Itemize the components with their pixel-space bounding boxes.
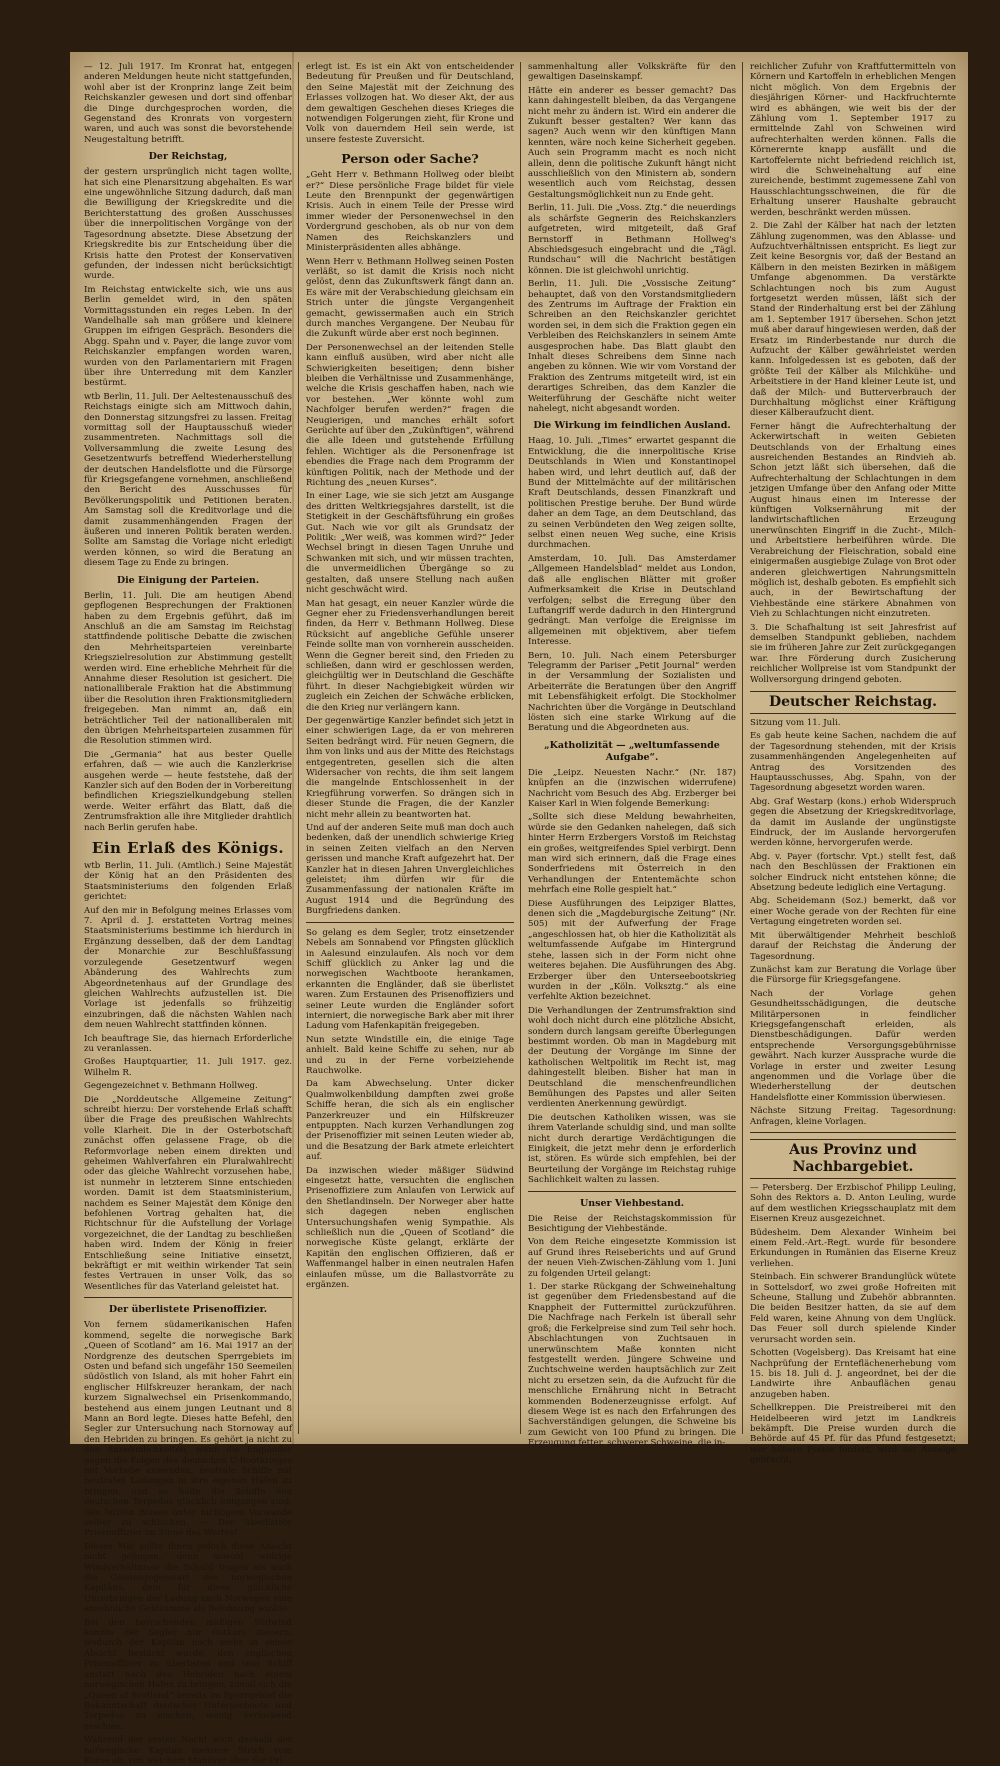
article-paragraph: Sitzung vom 11. Juli. [750,717,841,728]
column-divider [742,62,743,1434]
article-paragraph: Nun setzte Windstille ein, die einige Tage anhielt. Bald keine Schiffe zu sehen, nur ab und zu in der Ferne vorbeiziehende Rauchwolke. [306,1034,514,1076]
article-headline: Der Reichstag, [148,151,228,163]
column-divider [520,62,521,1434]
article-paragraph: Steinbach. Ein schwerer Brandunglück wütete in Sottelsdorf, wo zwei große Hofreiten mit Scheune, Stallung und Zubehör abbrannten. Die beiden Besitzer hatten, da sie auf dem Feld waren, keine Ahnung von dem Unglück. Das Feuer soll durch spielende Kinder verursacht worden sein. [750,1272,956,1345]
article-headline: Die Einigung der Parteien. [116,574,260,586]
article-paragraph: „Sollte sich diese Meldung bewahrheiten, würde sie den Gedanken nahelegen, daß sich hinter Herrn Erzbergers Vorstoß im Reichstag ein großes, weitgreifendes Spiel verbirgt. Denn man wird sich erinnern, daß die Frage eines Sonderfriedens mit Österreich in den Verhandlungen der Ententemächte schon mehrfach eine Rolle gespielt hat.“ [528,812,736,896]
section-rule [84,1297,292,1298]
article-paragraph: Und auf der anderen Seite muß man doch auch bedenken, daß der unendlich schwierige Krieg in seinen Zeiten vielfach an den Nerven gerissen und manche Kraft aufgezehrt hat. Der Kanzler hat in diesen Jahren Unvergleichliches geleistet; ihm dürfen wir für die Zusammenfassung der nationalen Kräfte im August 1914 und die Begründung des Burgfriedens danken. [306,823,514,917]
article-paragraph: Ich beauftrage Sie, das hiernach Erforderliche zu veranlassen. [84,1033,292,1054]
article-paragraph: Die „Norddeutsche Allgemeine Zeitung“ schreibt hierzu: Der vorstehende Erlaß schafft über die Frage des preußischen Wahlrechts volle Klarheit. Die in der Osterbotschaft zunächst offen gelassene Frage, ob die Reformvorlage neben einem direkten und geheimen Wahlverfahren ein Pluralwahlrecht oder das gleiche Wahlrecht vorzusehen habe, ist nunmehr in letzterem Sinne entschieden worden. Damit ist dem Staatsministerium, nachdem es Seiner Majestät dem Könige den befohlenen Vortrag gehalten hat, die Richtschnur für die Aufstellung der Vorlage vorgezeichnet, die der Landtag zu beschließen haben wird. Indem der König in freier Entschließung seine Initiative einsetzt, bekräftigt er mit weithin wirkender Tat sein festes Vertrauen in unser Volk, das so Wesentliches für das Vaterland geleistet hat. [84,1094,292,1292]
article-headline: Aus Provinz und Nachbargebiet. [750,1139,956,1179]
article-headline: Ein Erlaß des Königs. [91,839,285,858]
newspaper-page [70,52,968,1766]
article-paragraph: sammenhaltung aller Volkskräfte für den gewaltigen Daseinskampf. [528,62,736,83]
article-paragraph: — Petersberg. Der Erzbischof Philipp Leuling, Sohn des Rektors a. D. Anton Leuling, wurde auf dem westlichen Kriegsschauplatz mit dem Eisernen Kreuz ausgezeichnet. [750,1183,956,1225]
article-paragraph: Abg. Scheidemann (Soz.) bemerkt, daß vor einer Woche gerade von der Rechten für eine Vertagung eingetreten worden sei. [750,896,956,928]
article-paragraph: Schellkreppen. Die Preistreiberei mit den Heidelbeeren wird jetzt im Landkreis bekämpft. Die Preise wurden durch die Behörde auf 45 Pf. für das Pfund festgesetzt; wer höhere Preise fordert, wird zur Anzeige gebracht. [750,1403,956,1466]
article-paragraph: In einer Lage, wie sie sich jetzt am Ausgange des dritten Weltkriegsjahres darstellt, ist die Stetigkeit in der Geschäftsführung ein großes Gut. Nach wie vor gilt als Grundsatz der Politik: „Wer weiß, was kommen wird?“ Jeder Wechsel bringt in diesen Tagen Unruhe und Schwanken mit sich, und wir müssen trachten, die unvermeidlichen Übergänge so zu gestalten, daß unsere Stellung nach außen nicht geschwächt wird. [306,491,514,596]
article-headline: Unser Viehbestand. [579,1197,685,1209]
article-paragraph: Hätte ein anderer es besser gemacht? Das kann dahingestellt bleiben, da das Vergangene nicht mehr zu ändern ist. Wird ein anderer die Zukunft besser gestalten? Wer kann das sagen? Auch wenn wir den künftigen Mann kennten, wäre noch keine Sicherheit gegeben. Auch sein Programm macht es noch nicht allein, denn die politische Zukunft hängt nicht ausschließlich von den Ministern ab, sondern wesentlich auch vom Reichstag, dessen Gestaltungsmöglichkeit nun zu Ende geht. [528,85,736,200]
column-divider [298,62,299,1434]
article-paragraph: Haag, 10. Juli. „Times“ erwartet gespannt die Entwicklung, die die innerpolitische Krise Deutschlands in Wien und Konstantinopel haben wird, und lehrt deutlich auf, daß der Bund der Mittelmächte auf der militärischen Kraft Deutschlands, dessen Finanzkraft und politischen Prestige beruhe. Der Bund würde daher an dem Tage, an dem Deutschland, das zu seinen Verbündeten den Weg zeigen sollte, selbst einen neuen Weg suche, eine Krisis durchmachen. [528,436,736,551]
article-paragraph: Der gegenwärtige Kanzler befindet sich jetzt in einer schwierigen Lage, da er von mehreren Seiten bedrängt wird. Für neuen Gegnern, die ihm von links und aus der Mitte des Reichstags entgegentreten, gesellen sich die alten Widersacher von rechts, die ihm seit langem die mangelnde Entschlossenheit in der Kriegführung vorwerfen. So drängen sich in dieser Stunde die Fragen, die der Kanzler nicht mehr allein zu beantworten hat. [306,715,514,820]
article-paragraph: Gegengezeichnet v. Bethmann Hollweg. [84,1081,258,1092]
section-rule [306,922,514,923]
article-paragraph: Der Personenwechsel an der leitenden Stelle kann einfluß ausüben, wird aber nicht alle Schwierigkeiten beseitigen; denn bisher bleiben die Verhältnisse und Zusammenhänge, welche die Krisis geschaffen haben, nach wie vor bestehen. „Wer könnte wohl zum Nachfolger berufen werden?“ fragen die Neugierigen, und manches erhält sofort Gerüchte auf über den „Zukünftigen“, während die alle Ideen und gutstehende Erfüllung fehlen. Wichtiger als die Personenfrage ist ebendies die Frage nach dem Programm der künftigen Politik, nach der Methode und der Richtung des „neuen Kurses“. [306,342,514,489]
article-paragraph: Amsterdam, 10. Juli. Das Amsterdamer „Allgemeen Handelsblad“ meldet aus London, daß alle englischen Blätter mit großer Aufmerksamkeit die Krise in Deutschland verfolgen; selbst die Erregung über den Luftangriff werde dadurch in den Hintergrund gedrängt. Man verfolge die Ereignisse im allgemeinen mit objektivem, aber tiefem Interesse. [528,553,736,648]
article-paragraph: Abg. v. Payer (fortschr. Vpt.) stellt fest, daß nach den Beschlüssen der Fraktionen ein solcher Eindruck nicht entstehen könne; die Absetzung bedeute lediglich eine Vertagung. [750,851,956,894]
article-headline: Der überlistete Prisenoffizier. [108,1304,268,1316]
article-paragraph: Die „Leipz. Neuesten Nachr.“ (Nr. 187) knüpfen an die (inzwischen widerrufene) Nachricht vom Besuch des Abg. Erzberger bei Kaiser Karl in Wien folgende Bemerkung: [528,767,736,809]
article-paragraph: Von fernem südamerikanischen Hafen kommend, segelte die norwegische Bark „Queen of Scotland“ am 16. Mai 1917 an der Nordgrenze des deutschen Sperrgebiets im Osten und befand sich ungefähr 150 Seemeilen südöstlich von Island, als mit hoher Fahrt ein englischer Hilfskreuzer herankam, der nach kurzem Signalwechsel ein Prisenkommando, bestehend aus einem jungen Leutnant und 8 Mann an Bord legte. Dieses hatte Befehl, den Segler zur Untersuchung nach Stornoway auf den Hebriden zu bringen. Es gehört ja nicht zu den Annehmlichkeiten, wenn die Engländer gegen die Folgen des deutschen U-Bootkrieges mit Vorliebe anwenden, neutrale Schiffe mit neutralen Ladungen in ihre eigenen Häfen zu bringen, und so halte die Schiffe den deutschen Torpedos glücklich entgangen sind, den letzten Bissen unter nichtigem Vorwande selber zu schlucken. — Der überlistete Prisenoffizier im Sinne des Wortes! [84,1320,292,1539]
article-headline: „Katholizität — „weltumfassende Aufgabe“. [544,739,720,763]
article-paragraph: 2. Die Zahl der Kälber hat nach der letzten Zählung zugenommen, was den Ablasse- und Aufzuchtverhältnissen entspricht. Es liegt zur Zeit keine Besorgnis vor, daß der Bestand an Kälbern in den meisten Bezirken in mäßigem Umfange abgenommen. Da verstärkte Schlachtungen noch bis zum August fortgesetzt werden müssen, läßt sich der Stand der Rinderhaltung erst bei der Zählung am 1. September 1917 übersehen. Schon jetzt muß aber darauf hingewiesen werden, daß der Ersatz im Rinderbestande nur durch die Aufzucht der Kälber gewährleistet werden kann. Infolgedessen ist es geboten, daß der größte Teil der Kälber als Milchkühe- und Arbeitstiere in der Hand kleiner Leute ist, und daß der Milch- und Butterverbrauch der Durchhaltung möglichst einer Kräftigung dieser Kälberaufzucht dient. [750,221,956,419]
article-paragraph: Großes Hauptquartier, 11. Juli 1917. gez. Wilhelm R. [84,1057,292,1078]
column-1 [84,62,292,1766]
article-paragraph: Die deutschen Katholiken wissen, was sie ihrem Vaterlande schuldig sind, und man sollte nicht durch derartige Verdächtigungen die Einigkeit, die jetzt mehr denn je erforderlich ist, stören. Es würde sich empfehlen, bei der Beurteilung der Vorgänge im Reichstag ruhige Sachlichkeit walten zu lassen. [528,1112,736,1186]
article-paragraph: Von dem Reiche eingesetzte Kommission ist auf Grund ihres Reiseberichts und auf Grund der neuen Vieh-Zwischen-Zählung vom 1. Juni zu folgenden Urteil gelangt: [528,1237,736,1279]
article-paragraph: Die Verhandlungen der Zentrumsfraktion sind wohl doch nicht durch eine plötzliche Absicht, sondern durch langsam gereifte Überlegungen bestimmt worden. Ob man in Magdeburg mit der Deutung der Vorgänge im Sinne der katholischen Weltpolitik im Recht ist, mag dahingestellt bleiben. Bisher hat man in Deutschland die menschenfreundlichen Bemühungen des Papstes und aller Seiten verdienten Anerkennung gewürdigt. [528,1005,736,1110]
column-fold [292,52,294,1444]
article-paragraph: wtb Berlin, 11. Juli. (Amtlich.) Seine Majestät der König hat an den Präsidenten des Staatsministeriums den folgenden Erlaß gerichtet: [84,861,292,903]
article-paragraph: 1. Der starke Rückgang der Schweinehaltung ist gegenüber dem Friedensbestand auf die Knappheit der Futtermittel zurückzuführen. Die Nachfrage nach Ferkeln ist überall sehr groß; die Ferkelpreise sind zum Teil sehr hoch. Abschlachtungen von Zuchtsauen in unerwünschtem Maße konnten nicht festgestellt werden. Jüngere Schweine und Zuchtschweine werden hauptsächlich zur Zeit nicht zu ersetzen sein, da die Aufzucht für die menschliche Ernährung nicht in Betracht kommenden Bodenerzeugnisse erfolgt. Auf diesem Wege ist es nach den Erfahrungen des Sachverständigen gelungen, die Schweine bis zum Gewicht von 100 Pfund zu bringen. Die Erzeugung fetter, schwerer Schweine, die in- [528,1282,736,1449]
article-paragraph: Im Reichstag entwickelte sich, wie uns aus Berlin gemeldet wird, in den späten Vormittagsstunden ein reges Leben. In der Wandelhalle sah man größere und kleinere Gruppen im eifrigen Gespräch. Besonders die Abgg. Spahn und v. Payer, die lange zuvor vom Reichskanzler empfangen worden waren, wurden von den Parlamentariern mit Fragen über ihre Unterredung mit dem Kanzler bestürmt. [84,284,292,389]
article-paragraph: Zunächst kam zur Beratung die Vorlage über die Fürsorge für Kriegsgefangene. [750,964,956,986]
article-paragraph: Bei den herrschenden mäßigen Südwind konnte der Segler nur Ostkurs steuern, wodurch der Kapitän noch mehr in seiner Absicht bestärkt wurde, den englischen Prisenoffizier zu überlisten und sein Schiff anstatt nach den Hebriden nach einem norwegischen Hafen zu bringen, zumal sich die „Queen of Scotland“ bereits im Sperrgebiet die Bekanntschaft deutscher Unterseeboote und Torpedos zu machen, wenig verlockend erschien. [84,1617,292,1732]
column-3 [528,62,736,1449]
article-paragraph: Berlin, 11. Juli. Die „Voss. Ztg.“ die neuerdings als schärfste Gegnerin des Reichskanzlers aufgetreten, wird mitgeteilt, daß Graf Bernstorff in Bethmann Hollweg's Abschiedsgesuch eingebracht und die „Tägl. Rundschau“ will die Nachricht bestätigen können. Die ist gleichwohl unrichtig. [528,203,736,276]
article-paragraph: 3. Die Schafhaltung ist seit Jahresfrist auf demselben Standpunkt geblieben, nachdem sie im früheren Jahre zur Zeit zurückgegangen war. Ihre Förderung durch Zusicherung reichlicher Wollpreise ist vom Standpunkt der Wollversorgung dringend geboten. [750,622,956,685]
article-paragraph: wtb Berlin, 11. Juli. Der Aeltestenausschuß des Reichstags einigte sich am Mittwoch dahin, den Donnerstag sitzungsfrei zu lassen. Freitag vormittag soll der Hauptausschuß wieder zusammentreten. Nachmittags soll die Vollversammlung die zweite Lesung des Gesetzentwurfs betreffend Wiederherstellung der deutschen Handelsflotte und die Fürsorge für Kriegsgefangene vornehmen, anschließend den Bericht des Ausschusses für Bevölkerungspolitik und Petitionen beraten. Am Samstag soll die Kreditvorlage und die damit zusammenhängenden Fragen der äußeren und inneren Politik beraten werden. Sollte am Samstag die Vorlage nicht erledigt werden können, so wird die Beratung an diesem Tage zu Ende zu bringen. [84,391,292,569]
article-paragraph: Die „Germania“ hat aus bester Quelle erfahren, daß — wie auch die Kanzlerkrise ausgehen werde — heute feststehe, daß der Kanzler sich auf den Boden der in Vorbereitung befindlichen Kriegszielkundgebung stellen werde. Weiter erfährt das Blatt, daß die Zentrumsfraktion alle ihre Mitglieder drahtlich nach Berlin gerufen habe. [84,749,292,833]
article-paragraph: Wenn Herr v. Bethmann Hollweg seinen Posten verläßt, so ist damit die Krisis noch nicht gelöst, denn das Zukunftswerk fängt dann an. Es wäre mit der Verabschiedung gleichsam ein Strich unter die jüngste Vergangenheit gemacht, gewissermaßen auch ein Strich durch manches Vergangene. Der Neubau für die Zukunft würde aber erst noch beginnen. [306,256,514,340]
article-paragraph: der gestern ursprünglich nicht tagen wollte, hat sich eine Plenarsitzung abgehalten. Es war eine ungewöhnliche Sitzung dadurch, daß man die Bewilligung der Kriegskredite und die Berichterstattung des großen Ausschusses über die innerpolitischen Vorgänge von der Tagesordnung absetzte. Diese Absetzung der Kriegskredite bis zur Entscheidung über die Krisis hatte den Protest der Konservativen gefunden, der indessen nicht berücksichtigt wurde. [84,167,292,282]
article-paragraph: Schotten (Vogelsberg). Das Kreisamt hat eine Nachprüfung der Ernteflächenerhebung vom 15. bis 18. Juli d. J. angeordnet, bei der die Landwirte ihre Anbauflächen genau anzugeben haben. [750,1348,956,1400]
article-headline: Person oder Sache? [341,151,479,167]
article-paragraph: reichlicher Zufuhr von Kraftfuttermitteln von Körnern und Kartoffeln in erheblichen Mengen nicht möglich. Von dem Ergebnis der diesjährigen Körner- und Hackfruchternte wird es abhängen, wie weit bis der der Zählung vom 1. September 1917 zu ermittelnde Zahl von Schweinen wird aufrechterhalten werden können. Falls die Körnerernte knapp ausfällt und die Kartoffelernte nicht befriedend reichlich ist, wird die Schweinehaltung auf eine zureichende, bestimmt zugemessene Zahl von Hausschlachtungsschweinen, die für die Erhaltung unserer Haushalte gebraucht werden, beschränkt werden müssen. [750,62,956,218]
article-paragraph: Büdesheim. Dem Alexander Winheim bei einem Feld.-Art.-Regt. wurde für besondere Erkundungen in Rumänien das Eiserne Kreuz verliehen. [750,1227,956,1269]
article-paragraph: So gelang es dem Segler, trotz einsetzender Nebels am Sonnabend vor Pfingsten glücklich in Aalesund einzulaufen. Als noch vor dem Schiff glücklich zu Anker lag und die norwegischen Wachtboote herankamen, erkannten die Engländer, daß sie überlistet waren. Zum Erstaunen des Prisenoffiziers und seiner Leute wurden die Engländer sofort interniert, die norwegische Bark aber mit ihrer Ladung vom Hafenkapitän freigegeben. [306,927,514,1032]
article-paragraph: Diese Ausführungen des Leipziger Blattes, denen sich die „Magdeburgische Zeitung“ (Nr. 505) mit der Aufwerfung der Frage „angeschlossen hat, ob hier die Katholizität als weltumfassende Aufgabe im Hintergrund stehe, lassen sich in der Form nicht ohne weiteres bejahen. Die Ausführungen des Abg. Erzberger über den Unterseebootskrieg wurden in der „Köln. Volksztg.“ als eine verfehlte Aktion bezeichnet. [528,898,736,1003]
article-paragraph: Mit überwältigender Mehrheit beschloß darauf der Reichstag die Änderung der Tagesordnung. [750,930,956,962]
article-paragraph: Da kam Abwechselung. Unter dicker Qualmwolkenbildung dampften zwei große Schiffe heran, die sich als ein englischer Panzerkreuzer und ein Hilfskreuzer entpuppten. Nach kurzen Verhandlungen zog der Prisenoffizier mit seinen Leuten wieder ab, und die Besatzung der Bark atmete erleichtert auf. [306,1079,514,1163]
column-4 [750,62,956,1466]
article-paragraph: Nächste Sitzung Freitag. Tagesordnung: Anfragen, kleine Vorlagen. [750,1106,956,1127]
article-paragraph: erlegt ist. Es ist ein Akt von entscheidender Bedeutung für Preußen und für Deutschland, den Seine Majestät mit der Zeichnung des Erlasses vollzogen hat. Wo dieser Akt, der aus dem gewaltigen Geschehen dieses Krieges die notwendigen Folgerungen zieht, für Krone und Volk von dauerndem Heil sein werde, ist unsere festeste Zuversicht. [306,62,514,145]
article-paragraph: Nach der Vorlage gehen Gesundheitsschädigungen, die deutsche Militärpersonen in feindlicher Kriegsgefangenschaft erleiden, als Dienstbeschädigungen. Dafür werden entsprechende Versorgungsgebührnisse gewährt. Nach kurzer Aussprache wurde die Vorlage in erster und zweiter Lesung angenommen und die Vorlage über die Wiederherstellung der deutschen Handelsflotte einer Kommission überwiesen. [750,988,956,1103]
article-paragraph: Bern, 10. Juli. Nach einem Petersburger Telegramm der Pariser „Petit Journal“ werden in der Versammlung der Sozialisten und Arbeiterräte die Beratungen über den Angriff mit Lebensfähigkeit erfolgt. Die Stockholmer Nachrichten über die Vorgänge in Deutschland lösten sich eine starke Wirkung auf die Beratung und die Abgeordneten aus. [528,650,736,734]
article-paragraph: Während der ersten Nacht wich deshalb der norwegische Kapitän mehrere Strich vom Kurse ab, von welchem Manöver aber der Pri- [84,1735,292,1766]
article-paragraph: Ferner hängt die Aufrechterhaltung der Ackerwirtschaft in weiten Gebieten Deutschlands von der Erhaltung eines ausreichenden Bestandes an Rindvieh ab. Schon jetzt läßt sich übersehen, daß die Aufrechterhaltung der Schlachtungen in dem jetzigen Umfange über den Anfang oder Mitte August hinaus einen im Interesse der künftigen Volksernährung mit der landwirtschaftlichen Erzeugung unerwünschten Eingriff in die Zucht-, Milch- und Arbeitstiere herbeiführen würde. Die Verabreichung der Fleischration, sobald eine einigermaßen ausgiebige Zulage von Brot oder anderen gleichwertigen Nahrungsmitteln möglich ist, deshalb geboten. Es empfiehlt sich auch, in der Bewirtschaftung der Viehbestände eine stärkere Abnahmen von Vieh zu Schlachtungen nicht einzutreten. [750,421,956,620]
article-paragraph: Dieses Mal sollte ihnen jedoch diese Absicht nicht gelingen, denn sowohl widrige Windverhältnisse die Schuld trugen als auch die Geistesgegenwart des norwegischen Kapitäns, dem für diese glückliche Unterbringen der Ladung nach Norwegen eine ansehnliche Geldsumme als Belohnung winkte. [84,1541,292,1615]
section-rule [750,1132,956,1133]
article-paragraph: „Geht Herr v. Bethmann Hollweg oder bleibt er?“ Diese persönliche Frage bildet für viele Leute den Brennpunkt der gegenwärtigen Krisis. Auch in einem Teile der Presse wird immer wieder der Personenwechsel in den Vordergrund geschoben, als ob nur von dem Namen des Reichskanzlers und Ministerpräsidenten alles abhänge. [306,170,514,254]
article-paragraph: Die Reise der Reichstagskommission für Besichtigung der Viehbestände. [528,1213,736,1235]
article-paragraph: Es gab heute keine Sachen, nachdem die auf der Tagesordnung stehenden, mit der Krisis zusammenhängenden Angelegenheiten auf Antrag des Vorsitzenden des Hauptausschusses, Abg. Spahn, von der Tagesordnung abgesetzt worden waren. [750,731,956,794]
article-headline: Deutscher Reichstag. [750,691,956,714]
article-paragraph: — 12. Juli 1917. Im Kronrat hat, entgegen anderen Meldungen heute nicht stattgefunden, wohl aber ist der Kronprinz lange Zeit beim Reichskanzler gewesen und dort sind offenbar die Dinge durchgesprochen worden, die Gegenstand des Kronrats von vorgestern waren, und auch was sonst die bevorstehende Neugestaltung betrifft. [84,62,292,145]
article-paragraph: Berlin, 11. Juli. Die „Vossische Zeitung“ behauptet, daß von den Vorstandsmitgliedern des Zentrums im Auftrage der Fraktion ein Schreiben an den Reichskanzler gerichtet worden sei, in dem sich die Fraktion gegen ein Verbleiben des Reichskanzlers in seinem Amte ausgesprochen habe. Das Blatt glaubt den Inhalt dieses Schreibens dem Sinne nach angeben zu können. Wie wir vom Vorstand der Fraktion des Zentrums mitgeteilt wird, ist ein derartiges Schreiben, das dem Kanzler die Weiterführung der Geschäfte nicht weiter nahelegt, nicht abgesandt worden. [528,279,736,414]
article-paragraph: Da inzwischen wieder mäßiger Südwind eingesetzt hatte, versuchten die englischen Prisenoffiziere zum Anlaufen von Lerwick auf den Shetlandinseln. Der Norweger aber hatte sich dagegen neben englischen Untersuchungshafen wenig Sympathie. Als schließlich nun die „Queen of Scotland“ die norwegische Küste gelangt, erklärte der Kapitän den englischen Offizieren, daß er Waffenmangel halber in einen neutralen Hafen einlaufen müsse, um die Ballastvorräte zu ergänzen. [306,1165,514,1291]
article-paragraph: Man hat gesagt, ein neuer Kanzler würde die Gegner eher zu Friedensverhandlungen bereit finden, da Herr v. Bethmann Hollweg. Diese Rücksicht auf angebliche Gefühle unserer Feinde sollte man von vornherein ausscheiden. Wenn die Gegner bereit sind, den Frieden zu schließen, dann wird er geschlossen werden, gleichgültig wer in Deutschland die Geschäfte führt. In dieser Nachgiebigkeit würden wir zugleich ein Zeichen der Schwäche erblicken, die den Krieg nur verlängern kann. [306,598,514,713]
article-headline: Die Wirkung im feindlichen Ausland. [533,420,731,432]
article-paragraph: Abg. Graf Westarp (kons.) erhob Widerspruch gegen die Absetzung der Kriegskreditvorlage, da damit im Auslande der ungünstigste Eindruck, der im Auslande hervorgerufen werden könne, hervorgerufen werde. [750,796,956,849]
article-paragraph: Auf den mir in Befolgung meines Erlasses vom 7. April d. J. erstatteten Vortrag meines Staatsministeriums bestimme ich hierdurch in Ergänzung desselben, daß der dem Landtag der Monarchie zur Beschlußfassung vorzulegende Gesetzentwurf wegen Abänderung des Wahlrechts zum Abgeordnetenhaus auf der Grundlage des gleichen Wahlrechts aufzustellen ist. Die Vorlage ist jedenfalls so frühzeitig einzubringen, daß die nächsten Wahlen nach dem neuen Wahlrecht stattfinden können. [84,905,292,1031]
section-rule [528,1191,736,1192]
column-2 [306,62,514,1434]
article-paragraph: Berlin, 11. Juli. Die am heutigen Abend gepflogenen Besprechungen der Fraktionen haben zu dem Ergebnis geführt, daß im Anschluß an die am Samstag im Reichstag stattfindende politische Debatte die zwischen den Mehrheitsparteien vereinbarte Kriegszielresolution zur Abstimmung gestellt werden wird. Eine erhebliche Mehrheit für die Annahme dieser Resolution ist gesichert. Die nationalliberale Fraktion hat die Abstimmung über die Resolution ihren Fraktionsmitgliedern freigegeben. Man nimmt an, daß ein beträchtlicher Teil der nationalliberalen mit den übrigen Mehrheitsparteien zusammen für die Resolution stimmen wird. [84,590,292,747]
